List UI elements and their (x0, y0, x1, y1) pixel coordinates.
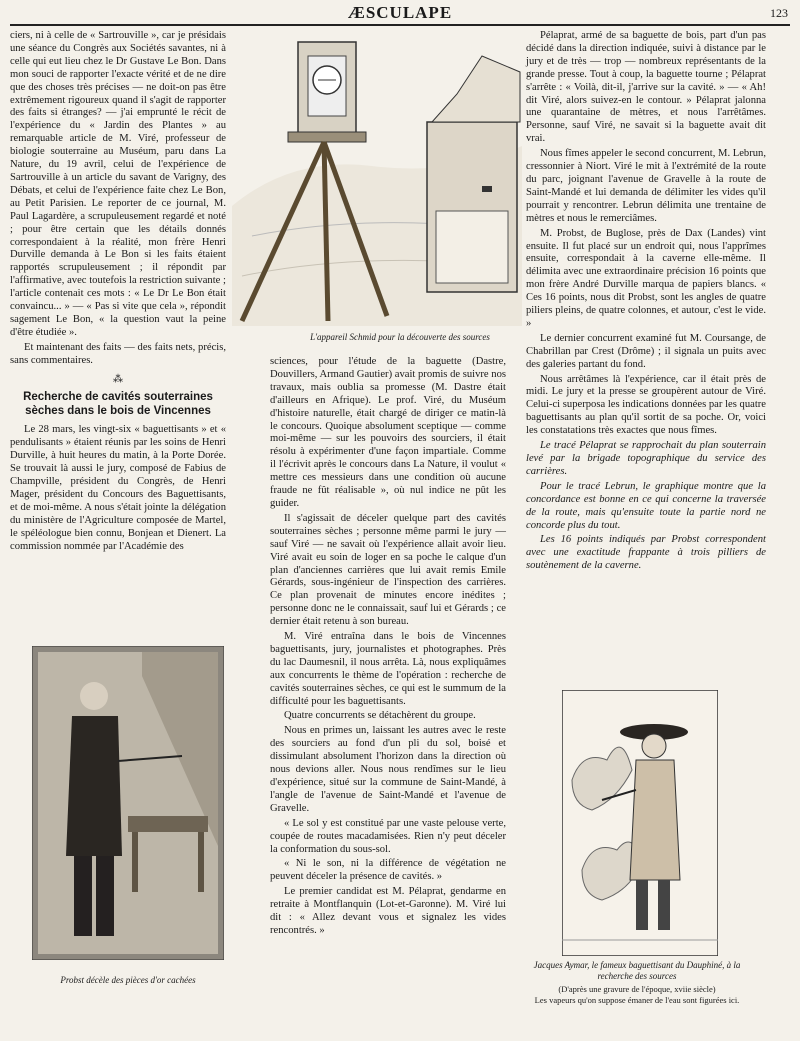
paragraph: Pour le tracé Lebrun, le graphique montre que la concordance est bonne en ce qui concerne la traversée de la route, mais qu'ensuite toute la partie nord ne concorde plus du tout. (526, 480, 766, 531)
paragraph: Et maintenant des faits — des faits nets, précis, sans commentaires. (10, 341, 226, 366)
engraving-aymar (562, 690, 718, 956)
paragraph: sciences, pour l'étude de la baguette (Dastre, Douvillers, Armand Gautier) avait promis de suivre nos travaux, mais oublia sa promesse (M. Dastre était d'ailleurs en Afrique). Le prof. Viré, du Muséum d'histoire naturelle, était chargé de diriger ce matin-là le concours. Quoique absolument sceptique — comme moi-même — sur les pouvoirs des sourciers, il était résolu à expérimenter d'une façon impartiale. Comme il l'écrivit après le concours dans La Nature, il voulut « mettre ces messieurs dans une condition où aucune fraude ne fût réalisable », où nul indice ne pût les guider. (270, 356, 506, 509)
column-middle (270, 356, 506, 940)
caption-probst: Probst décèle des pièces d'or cachées (60, 975, 196, 985)
figure-apparatus (232, 36, 522, 326)
photo-probst (32, 646, 224, 960)
paragraph: ciers, ni à celle de « Sartrouville », car je présidais une séance du Congrès aux Sociétés savantes, ni à celle qui eut lieu chez le Dr Gustave Le Bon. Dans mon souci de rapporter l'exacte vérité et de ne dire que des choses très précises — ne doit-on pas être extrêmement rigoureux quand il s'agit de rapporter des faits si étranges? — j'ai emprunté le récit de l'expérience du « Jardin des Plantes » au remarquable article de M. Viré, professeur de biologie souterraine au Muséum, paru dans La Nature, du 19 avril, celui de l'expérience de Sartrouville à un article du savant de Varigny, des Débats, et celui de l'expérience faite chez Le Bon, au Petit Parisien. Le reporter de ce journal, M. Paul Lagardère, a scrupuleusement regardé et noté ; pour être certain que les détails donnés correspondaient à la réalité, mon frère Henri Durville demanda à Le Bon si les faits étaient rapportés scrupuleusement ; il répondit par l'affirmative, avec toutefois la restriction suivante ; l'article contenait ces mots : « Le Dr Le Bon était convaincu... » — « Pas si vite que cela », répondit sagement Le Bon, « la question vaut la peine d'être étudiée ». (10, 30, 226, 338)
paragraph: Le dernier concurrent examiné fut M. Coursange, de Chabrillan par Crest (Drôme) ; il signala un puits avec des galeries partant du fond. (526, 332, 766, 370)
paragraph: Le tracé Pélaprat se rapprochait du plan souterrain levé par la brigade topographique du service des carrières. (526, 440, 766, 477)
paragraph: « Le sol y est constitué par une vaste pelouse verte, coupée de routes macadamisées. Rien n'y peut déceler la conformation du sous-sol. (270, 817, 506, 855)
column-left (10, 30, 226, 556)
paragraph: Le premier candidat est M. Pélaprat, gendarme en retraite à Montflanquin (Lot-et-Garonne). M. Viré lui dit : « Allez devant vous et signalez les vides rencontrés. » (270, 886, 506, 936)
probst-photo-illustration (32, 646, 224, 960)
section-divider: ⁂ (113, 373, 123, 385)
caption-aymar-note: Les vapeurs qu'on suppose émaner de l'eau sont figurées ici. (534, 995, 740, 1005)
caption-apparatus: L'appareil Schmid pour la découverte des sources (310, 332, 490, 342)
paragraph: Nous en primes un, laissant les autres avec le reste des sourciers au fond d'un pli du sol, boisé et dissimulant absolument l'horizon dans la direction où nous devions aller. Nous nous rendîmes sur le lieu d'expérience, situé sur la commune de Saint-Mandé, à l'angle de l'avenue de Saint-Mandé et l'avenue de Gravelle. (270, 725, 506, 814)
paragraph: Quatre concurrents se détachèrent du groupe. (284, 710, 476, 722)
paragraph: Il s'agissait de déceler quelque part des cavités souterraines sèches ; personne même parmi le jury — sauf Viré — ne savait où l'expérience allait avoir lieu. Viré avait eu soin de loger en sa poche le calque d'un plan d'anciennes carrières que lui avait remis Emile Gérards, sous-ingénieur de l'inspection des carrières. Ce plan provenait de minutes encore inédites ; personne donc ne le connaissait, sauf lui et Gérards ; ce dernier était retenu à son bureau. (270, 512, 506, 628)
paragraph: Nous fîmes appeler le second concurrent, M. Lebrun, cressonnier à Niort. Viré le mit à l'extrémité de la route du parc, joignant l'avenue de Gravelle à la route de Saint-Mandé et lui demanda de délimiter les vides qu'il pourrait y rencontrer. Lebrun délimita une trentaine de mètres et nous le remerciâmes. (526, 148, 766, 224)
paragraph: Pélaprat, armé de sa baguette de bois, part d'un pas décidé dans la direction indiquée, suivi à distance par le jury et de très — trop — nombreux représentants de la grande presse. Tout à coup, la baguette tourne ; Pélaprat s'arrête : « Voilà, dit-il, j'arrive sur la cavité. » — « Ah! dit Viré, alors suivez-en le contour. » Pélaprat jalonna une quarantaine de mètres, et nous l'arrêtâmes. Personne, sauf Viré, ne savait si la baguette avait dit vrai. (526, 30, 766, 145)
paragraph: Le 28 mars, les vingt-six « baguettisants » et « pendulisants » étaient réunis par les soins de Henri Durville, à huit heures du matin, à la Porte Dorée. Se trouvait là aussi le jury, composé de Fabius de Champville, président du Congrès, de Henri Mager, président du Concours des Baguettisants, et de moi-même. A nous s'était jointe la délégation du ministère de l'Agriculture composée de Martel, le spéléologue bien connu, Bonjean et Dienert. La commission nommée par l'Académie des (10, 424, 226, 552)
paragraph: Nous arrêtâmes là l'expérience, car il était près de midi. Le jury et la presse se groupèrent autour de Viré. Celui-ci superposa les indications données par les quatre baguettisants au plan qu'il sortit de sa poche. Or, voici les constatations très exactes que nous fîmes. (526, 373, 766, 437)
paragraph: M. Viré entraîna dans le bois de Vincennes baguettisants, jury, journalistes et photographes. Près du lac Daumesnil, il nous arrêta. Là, nous expliquâmes aux concurrents le thème de l'opération : recherche de cavités souterraines sèches, ce qui est le summum de la difficulté pour les baguettisants. (270, 631, 506, 707)
section-title: Recherche de cavités souterraines sèches dans le bois de Vincennes (23, 391, 213, 418)
column-right (526, 30, 766, 575)
caption-aymar-source: (D'après une gravure de l'époque, xviie siècle) (558, 984, 716, 994)
page-header (10, 2, 790, 26)
paragraph: Les 16 points indiqués par Probst correspondent avec une exactitude frappante à trois pilliers de soutènement de la caverne. (526, 534, 766, 572)
paragraph: M. Probst, de Buglose, près de Dax (Landes) vint ensuite. Il fut placé sur un endroit qui, nous l'apprîmes ensuite, correspondait à la caverne elle-même. Il délimita avec une extraordinaire précision 16 points que mon frère André Durville marqua de papiers blancs. « Ces 16 points, nous dit Probst, sont les angles de quatre piliers pleins, de quatre colonnes, et autour, c'est le vide. » (526, 227, 766, 329)
aymar-engraving-illustration (562, 690, 718, 956)
page-number: 123 (770, 6, 788, 20)
journal-title: ÆSCULAPE (347, 3, 453, 22)
paragraph: « Ni le son, ni la différence de végétation ne peuvent déceler la présence de cavités. » (270, 858, 506, 883)
caption-aymar: Jacques Aymar, le fameux baguettisant du Dauphiné, à la recherche des sources (533, 960, 741, 981)
apparatus-illustration (232, 36, 522, 326)
